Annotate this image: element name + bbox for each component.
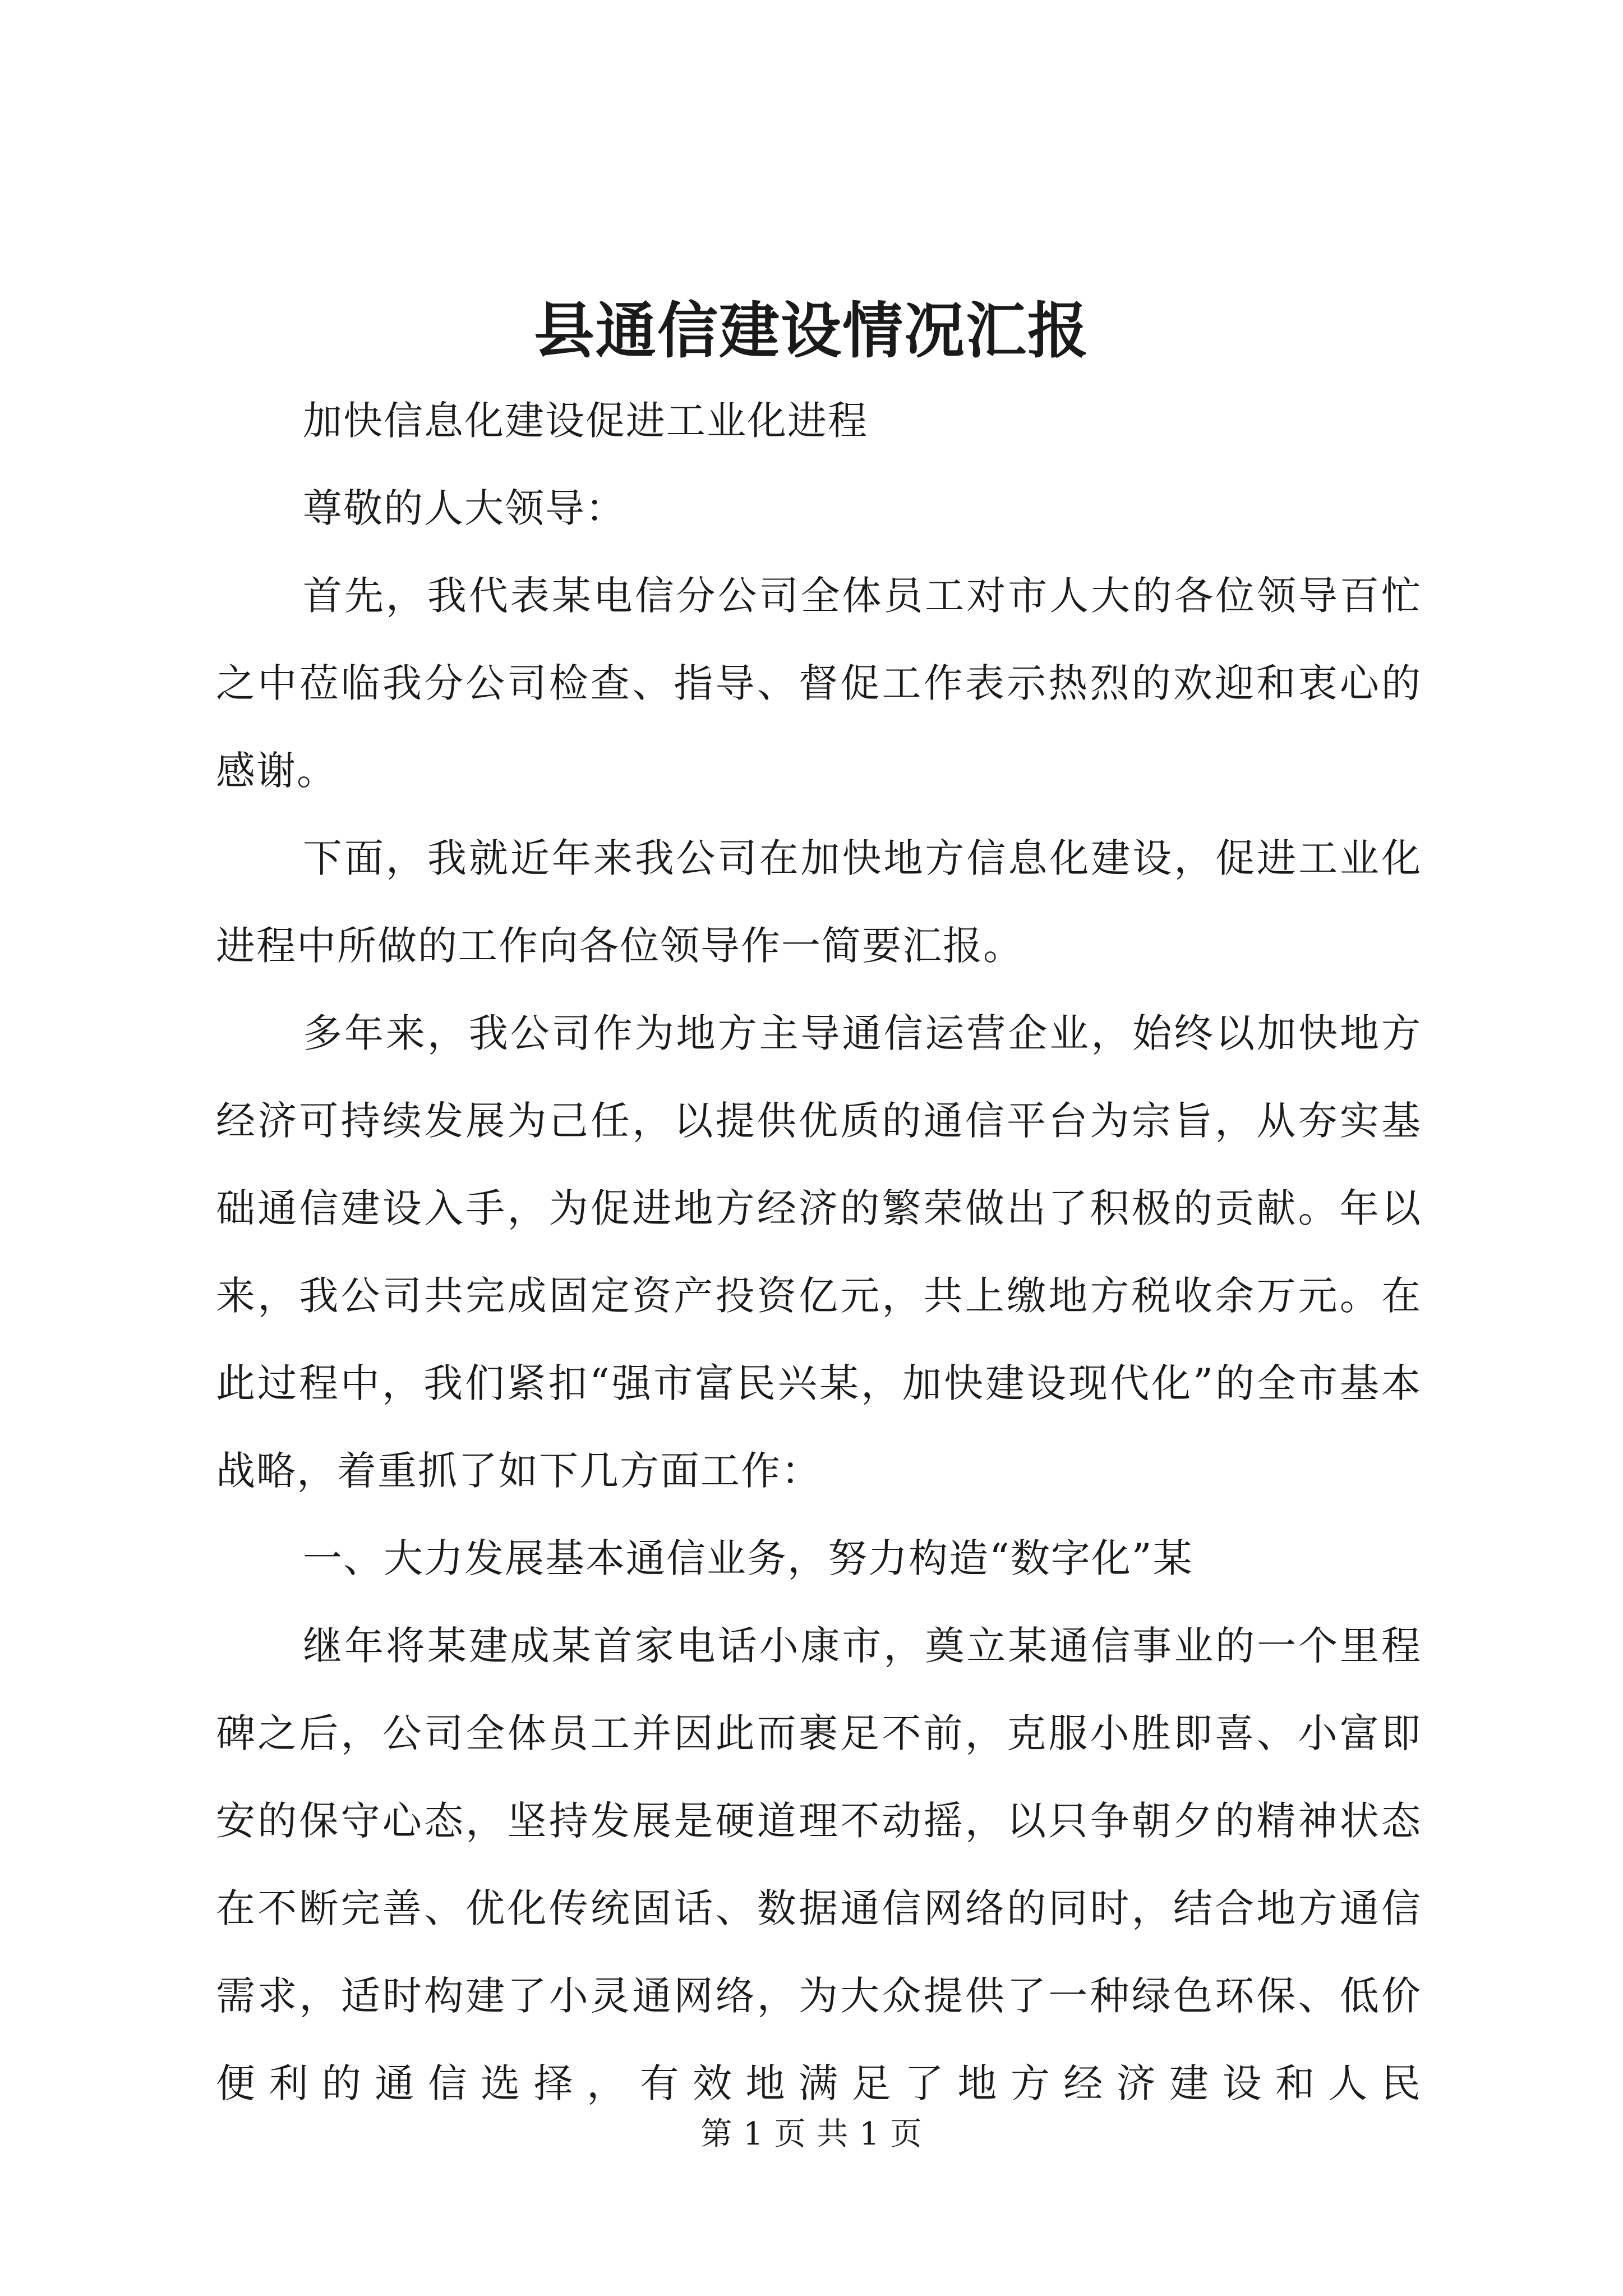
body-paragraph: 下面，我就近年来我公司在加快地方信息化建设，促进工业化进程中所做的工作向各位领导作一简要汇报。 <box>216 835 1422 969</box>
salutation-paragraph: 尊敬的人大领导： <box>303 485 626 531</box>
document-title: 县通信建设情况汇报 <box>533 296 1089 366</box>
document-body <box>216 377 1422 2127</box>
body-paragraph: 多年来，我公司作为地方主导通信运营企业，始终以加快地方经济可持续发展为己任，以提供优质的通信平台为宗旨，从夯实基础通信建设入手，为促进地方经济的繁荣做出了积极的贡献。年以来，我公司共完成固定资产投资亿元，共上缴地方税收余万元。在此过程中，我们紧扣“强市富民兴某，加快建设现代化”的全市基本战略，着重抓了如下几方面工作： <box>216 1010 1422 1494</box>
body-paragraph: 首先，我代表某电信分公司全体员工对市人大的各位领导百忙之中莅临我分公司检查、指导、督促工作表示热烈的欢迎和衷心的感谢。 <box>216 573 1422 794</box>
section-heading: 一、大力发展基本通信业务，努力构造“数字化”某 <box>303 1535 1193 1581</box>
subtitle-paragraph: 加快信息化建设促进工业化进程 <box>303 398 868 444</box>
page-number-footer: 第 1 页 共 1 页 <box>700 2116 923 2152</box>
body-paragraph: 继年将某建成某首家电话小康市，奠立某通信事业的一个里程碑之后，公司全体员工并因此而裹足不前，克服小胜即喜、小富即安的保守心态，坚持发展是硬道理不动摇，以只争朝夕的精神状态在不断完善、优化传统固话、数据通信网络的同时，结合地方通信需求，适时构建了小灵通网络，为大众提供了一种绿色环保、低价便利的通信选择，有效地满足了地方经济建设和人民 <box>216 1623 1422 2106</box>
